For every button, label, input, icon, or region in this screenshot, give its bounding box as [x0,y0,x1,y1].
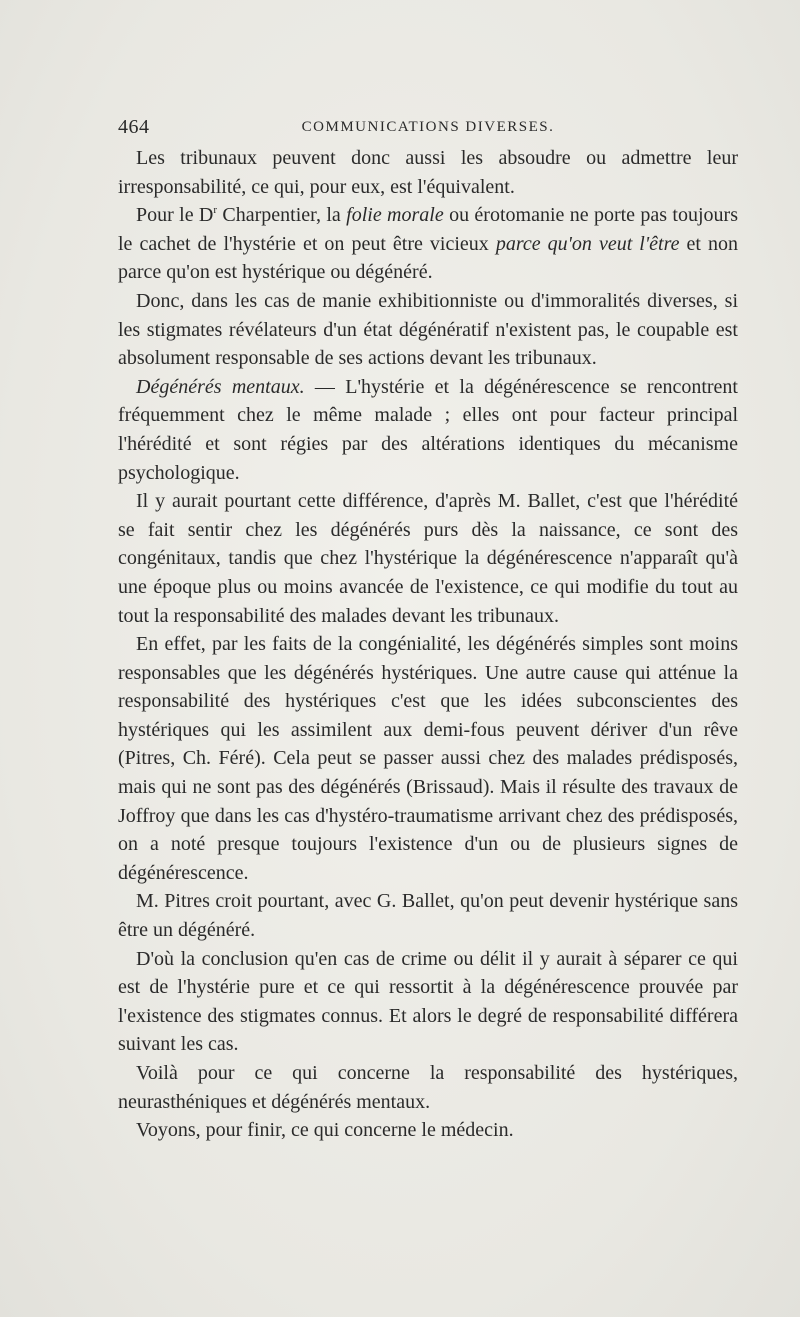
paragraph-3: Donc, dans les cas de manie exhibitionniste ou d'immoralités diverses, si les stigmates révélateurs d'un état dégénératif n'existent pas, le coupable est absolument responsable de ses actions devant les tribunaux. [118,289,738,370]
paragraph-5: Il y aurait pourtant cette différence, d'après M. Ballet, c'est que l'hérédité se fait sentir chez les dégénérés purs dès la naissance, ce sont des congénitaux, tandis que chez l'hystérique la dégénérescence n'apparaît qu'à une époque plus ou moins avancée de l'existence, ce qui modifie du tout au tout la responsabilité des malades devant les tribunaux. [118,490,738,627]
page-body [118,144,738,1145]
paragraph-10: Voyons, pour finir, ce qui concerne le médecin. [136,1119,514,1142]
section-heading: Dégénérés mentaux. [136,375,305,398]
page-number: 464 [118,116,150,138]
paragraph-1: Les tribunaux peuvent donc aussi les absoudre ou admettre leur irresponsabilité, ce qui, pour eux, est l'équivalent. [118,147,738,198]
paragraph-8: D'où la conclusion qu'en cas de crime ou délit il y aurait à séparer ce qui est de l'hystérie pure et ce qui ressortit à la dégénérescence prouvée par l'existence des stigmates connus. Et alors le degré de responsabilité différera suivant les cas. [118,947,738,1056]
running-title: COMMUNICATIONS DIVERSES. [301,119,555,135]
paragraph-6: En effet, par les faits de la congénialité, les dégénérés simples sont moins responsables que les dégénérés hystériques. Une autre cause qui atténue la responsabilité des hystériques c'est que les idées subconscientes des hystériques qui les assimilent aux demi-fous peuvent dériver d'un rêve (Pitres, Ch. Féré). Cela peut se passer aussi chez des malades prédisposés, mais qui ne sont pas des dégénérés (Brissaud). Mais il résulte des travaux de Joffroy que dans les cas d'hystéro-traumatisme arrivant chez des prédisposés, on a noté presque toujours l'existence d'un ou de plusieurs signes de dégénérescence. [118,633,738,884]
paragraph-2: Pour le $D^r$ Charpentier, la folie morale ou érotomanie ne porte pas toujours le cachet de l'hystérie et on peut être vicieux parce qu'on veut l'être et non parce qu'on est hystérique ou dégénéré. [118,204,738,284]
paragraph-9: Voilà pour ce qui concerne la responsabilité des hystériques, neurasthéniques et dégénérés mentaux. [118,1062,738,1113]
paragraph-7: M. Pitres croit pourtant, avec G. Ballet, qu'on peut devenir hystérique sans être un dégénéré. [118,890,738,942]
paragraph-4: Dégénérés mentaux. — L'hystérie et la dégénérescence se rencontrent fréquemment chez le même malade ; elles ont pour facteur principal l'hérédité et sont régies par des altérations identiques du mécanisme psychologique. [118,375,738,484]
page-header [118,116,738,140]
